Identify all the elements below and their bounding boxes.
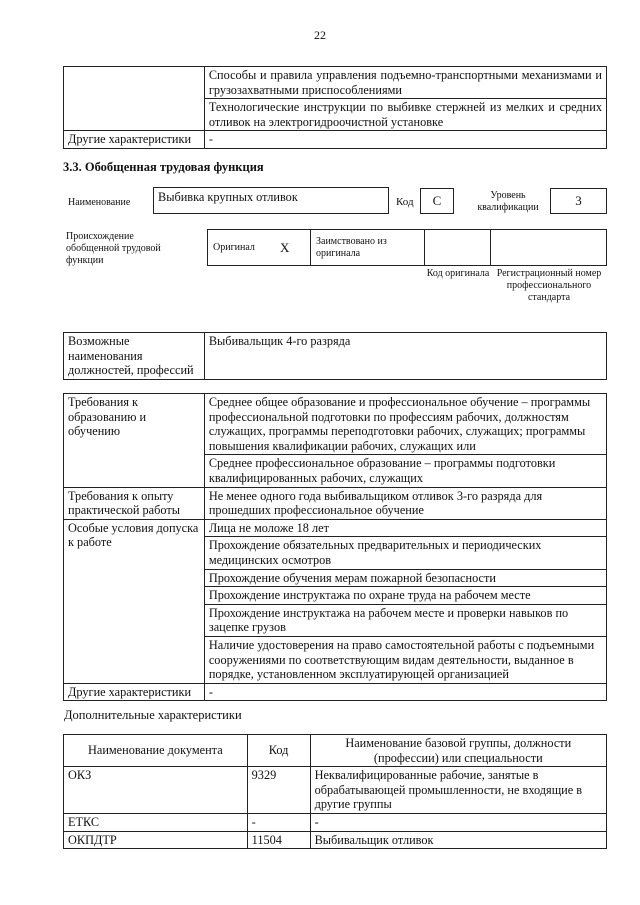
group-cell: Выбивальщик отливок [310, 831, 606, 849]
conditions-label: Особые условия допуска к работе [64, 519, 205, 683]
positions-label: Возможные наименования должностей, профессий [64, 333, 205, 380]
code-value: C [432, 193, 442, 208]
additional-table [63, 734, 607, 849]
code-original-caption: Код оригинала [426, 268, 490, 279]
education-value: Среднее общее образование и профессиональное обучение – программы профессиональной подготовки по профессиям рабочих, должностям служащих, программы переподготовки рабочих, служащих; программы повышения квалификации рабочих, служащих или [204, 394, 606, 455]
table-header-row [64, 735, 607, 767]
requirements-table [63, 393, 607, 701]
table-row [64, 831, 607, 849]
table-row [64, 487, 607, 519]
education-label: Требования к образованию и обучению [64, 394, 205, 488]
additional-title: Дополнительные характеристики [64, 708, 242, 722]
table-cell-label: Другие характеристики [64, 131, 205, 149]
conditions-value: Прохождение обучения мерам пожарной безопасности [204, 569, 606, 587]
code-original-box [424, 229, 491, 266]
code-label: Код [396, 196, 414, 208]
positions-value: Выбивальщик 4-го разряда [204, 333, 606, 380]
name-value: Выбивка крупных отливок [158, 190, 298, 204]
table-row [64, 519, 607, 537]
group-cell: - [310, 813, 606, 831]
table-row [64, 813, 607, 831]
education-value: Среднее профессиональное образование – программы подготовки квалифицированных рабочих, служащих [204, 455, 606, 487]
conditions-value: Прохождение инструктажа по охране труда на рабочем месте [204, 587, 606, 605]
doc-cell: ОКПДТР [64, 831, 248, 849]
name-label: Наименование [68, 197, 131, 208]
other-label: Другие характеристики [64, 683, 205, 701]
reg-number-caption: Регистрационный номер профессионального стандарта [496, 268, 602, 303]
table-cell: Технологические инструкции по выбивке стержней из мелких и средних отливок на электрогидроочистной установке [204, 99, 606, 131]
doc-cell: ЕТКС [64, 813, 248, 831]
table-cell: Способы и правила управления подъемно-транспортными механизмами и грузозахватными приспособлениями [204, 67, 606, 99]
table-row [64, 333, 607, 380]
header-group: Наименование базовой группы, должности (профессии) или специальности [310, 735, 606, 767]
group-cell: Неквалифицированные рабочие, занятые в обрабатывающей промышленности, не входящие в другие группы [310, 767, 606, 814]
code-cell: - [247, 813, 310, 831]
origin-original-box [207, 229, 311, 266]
code-value-box [420, 188, 454, 214]
reg-number-box [490, 229, 607, 266]
experience-value: Не менее одного года выбивальщиком отливок 3-го разряда для прошедших профессиональное обучение [204, 487, 606, 519]
code-cell: 9329 [247, 767, 310, 814]
borrowed-label: Заимствовано из оригинала [316, 236, 387, 259]
level-value: 3 [575, 193, 582, 208]
page-number: 22 [314, 28, 326, 42]
conditions-value: Прохождение инструктажа на рабочем месте и проверки навыков по зацепке грузов [204, 604, 606, 636]
section-title: 3.3. Обобщенная трудовая функция [63, 160, 264, 174]
level-value-box [550, 188, 607, 214]
original-mark: X [280, 240, 290, 255]
table-row [64, 683, 607, 701]
doc-cell: ОКЗ [64, 767, 248, 814]
table-cell: - [204, 131, 606, 149]
table-row [64, 131, 607, 149]
positions-table [63, 332, 607, 380]
conditions-value: Прохождение обязательных предварительных и периодических медицинских осмотров [204, 537, 606, 569]
table-row [64, 394, 607, 455]
original-label: Оригинал [213, 242, 255, 253]
top-characteristics-table [63, 66, 607, 149]
name-value-box [153, 187, 389, 214]
conditions-value: Лица не моложе 18 лет [204, 519, 606, 537]
experience-label: Требования к опыту практической работы [64, 487, 205, 519]
header-document: Наименование документа [64, 735, 248, 767]
table-row [64, 67, 607, 99]
header-code: Код [247, 735, 310, 767]
conditions-value: Наличие удостоверения на право самостоятельной работы с подъемными сооружениями по соответствующим видам деятельности, выданное в порядке, установленном эксплуатирующей организацией [204, 636, 606, 683]
table-row [64, 767, 607, 814]
origin-borrowed-box [310, 229, 425, 266]
level-label: Уровень квалификации [477, 190, 539, 213]
other-value: - [204, 683, 606, 701]
code-cell: 11504 [247, 831, 310, 849]
table-cell-empty [64, 67, 205, 131]
origin-label: Происхождение обобщенной трудовой функции [66, 231, 161, 266]
